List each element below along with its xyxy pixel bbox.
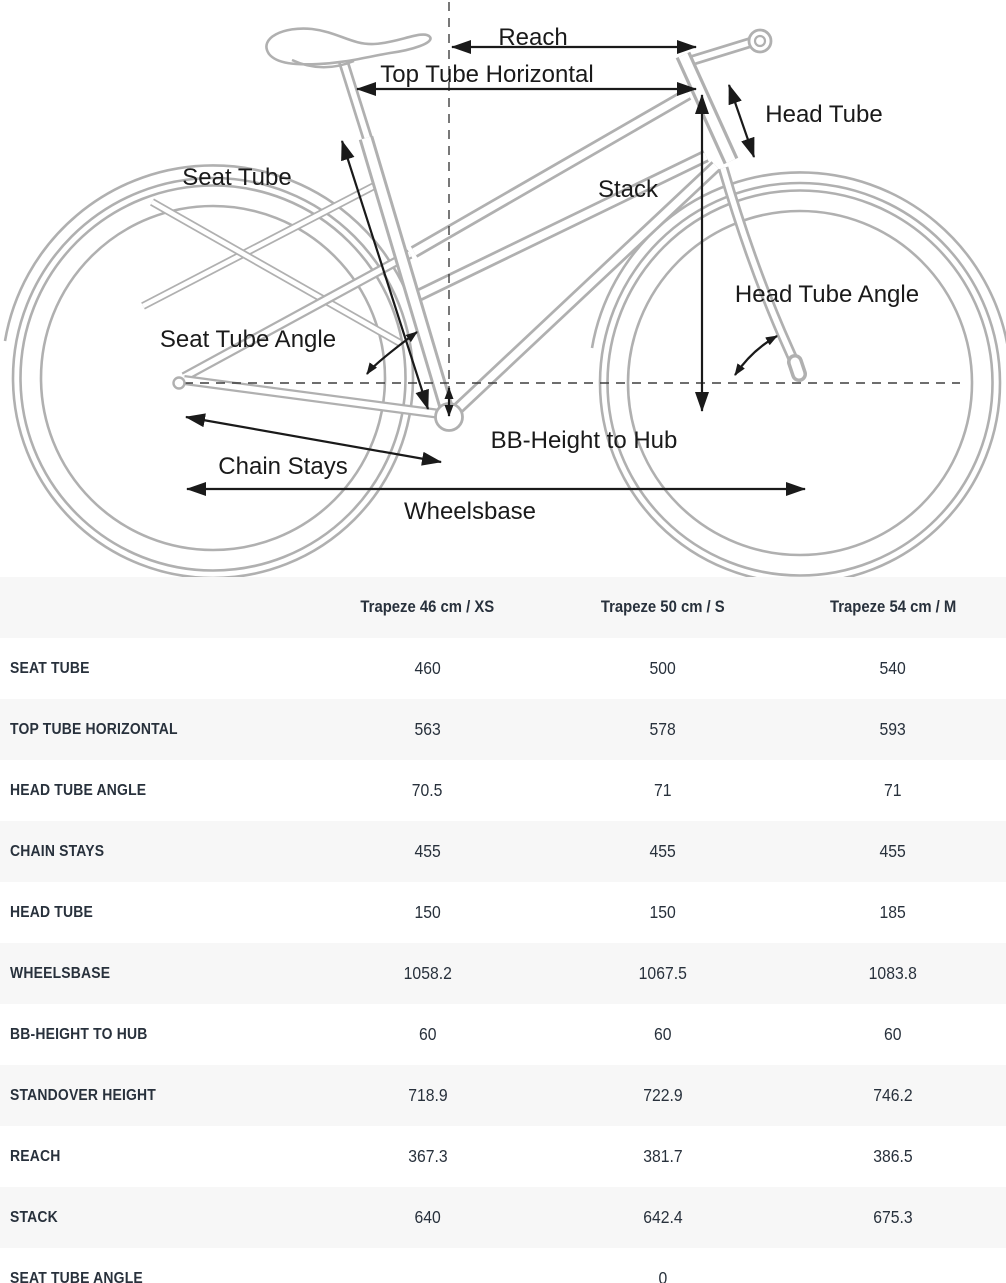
spec-value xyxy=(780,1268,1006,1283)
spec-value: 1058.2 xyxy=(403,963,452,983)
spec-row xyxy=(0,699,1006,760)
spec-row-label: CHAIN STAYS xyxy=(10,842,105,860)
size-column-header: Trapeze 46 cm / XS xyxy=(360,598,495,616)
spec-value: 60 xyxy=(418,1024,437,1044)
bb-height-to-hub-label: BB-Height to Hub xyxy=(490,427,678,454)
spec-value: 150 xyxy=(649,902,676,922)
spec-value: 722.9 xyxy=(642,1085,683,1105)
spec-row-label: REACH xyxy=(10,1147,61,1165)
spec-row-label: BB-HEIGHT TO HUB xyxy=(10,1025,148,1043)
bike-geometry-diagram xyxy=(0,0,1006,577)
spec-value: 500 xyxy=(649,658,676,678)
head-tube-angle-label: Head Tube Angle xyxy=(734,281,920,308)
spec-value: 540 xyxy=(879,658,907,678)
spec-value: 71 xyxy=(884,780,902,800)
spec-row-label: SEAT TUBE ANGLE xyxy=(10,1269,143,1283)
head-tube-angle-arc xyxy=(735,336,777,375)
spec-row xyxy=(0,760,1006,821)
spec-value: 60 xyxy=(884,1024,902,1044)
spec-row xyxy=(0,821,1006,882)
fork-dropout xyxy=(795,362,799,374)
top-tube-horizontal-label: Top Tube Horizontal xyxy=(380,61,594,88)
spec-value: 381.7 xyxy=(642,1146,683,1166)
wheelsbase-label: Wheelsbase xyxy=(403,498,537,525)
spec-value: 0 xyxy=(658,1268,667,1283)
spec-row xyxy=(0,1004,1006,1065)
spec-row xyxy=(0,943,1006,1004)
spec-value: 1083.8 xyxy=(868,963,918,983)
rear-wheel xyxy=(5,165,421,577)
geometry-table-header-row xyxy=(0,577,1006,638)
spec-value: 460 xyxy=(414,658,441,678)
spec-value: 60 xyxy=(653,1024,672,1044)
seat-tube-label: Seat Tube xyxy=(182,164,292,191)
spec-row xyxy=(0,1248,1006,1283)
spec-value: 1067.5 xyxy=(638,963,687,983)
spec-value: 640 xyxy=(414,1207,441,1227)
spec-row xyxy=(0,1065,1006,1126)
spec-row-label: HEAD TUBE ANGLE xyxy=(10,781,147,799)
spec-value: 593 xyxy=(879,719,907,739)
spec-row xyxy=(0,1187,1006,1248)
reach-label: Reach xyxy=(498,24,568,51)
size-column-header: Trapeze 54 cm / M xyxy=(829,598,957,616)
spec-value: 675.3 xyxy=(873,1207,913,1227)
size-column-header: Trapeze 50 cm / S xyxy=(600,598,725,616)
spec-value: 71 xyxy=(653,780,672,800)
bike-geometry-svg xyxy=(0,0,1006,577)
spec-value: 455 xyxy=(879,841,907,861)
spec-row-label: SEAT TUBE xyxy=(10,659,90,677)
handlebar-grip xyxy=(749,30,771,52)
spec-row-label: TOP TUBE HORIZONTAL xyxy=(10,720,178,738)
header-empty-cell xyxy=(0,598,310,617)
saddle xyxy=(266,29,430,65)
spec-value: 367.3 xyxy=(407,1146,448,1166)
spec-value: 150 xyxy=(414,902,441,922)
spec-value: 563 xyxy=(414,719,441,739)
spec-value xyxy=(310,1268,545,1283)
spec-value: 642.4 xyxy=(642,1207,683,1227)
spec-value: 746.2 xyxy=(873,1085,913,1105)
spec-value: 718.9 xyxy=(407,1085,448,1105)
spec-row xyxy=(0,882,1006,943)
spec-row xyxy=(0,638,1006,699)
seat-tube-angle-label: Seat Tube Angle xyxy=(159,326,337,353)
rear-dropout xyxy=(174,378,185,389)
spec-value: 578 xyxy=(649,719,676,739)
spec-row xyxy=(0,1126,1006,1187)
bike-frame xyxy=(143,42,797,417)
spec-value: 455 xyxy=(649,841,676,861)
geometry-table xyxy=(0,577,1006,1283)
spec-value: 455 xyxy=(414,841,441,861)
chain-stays-label: Chain Stays xyxy=(218,453,348,480)
head-tube-label: Head Tube xyxy=(765,101,883,128)
spec-value: 386.5 xyxy=(873,1146,913,1166)
spec-value: 185 xyxy=(879,902,907,922)
spec-value: 70.5 xyxy=(412,780,443,800)
spec-row-label: STANDOVER HEIGHT xyxy=(10,1086,157,1104)
stack-label: Stack xyxy=(597,176,659,203)
spec-row-label: HEAD TUBE xyxy=(10,903,94,921)
spec-row-label: WHEELSBASE xyxy=(10,964,111,982)
spec-row-label: STACK xyxy=(10,1208,58,1226)
